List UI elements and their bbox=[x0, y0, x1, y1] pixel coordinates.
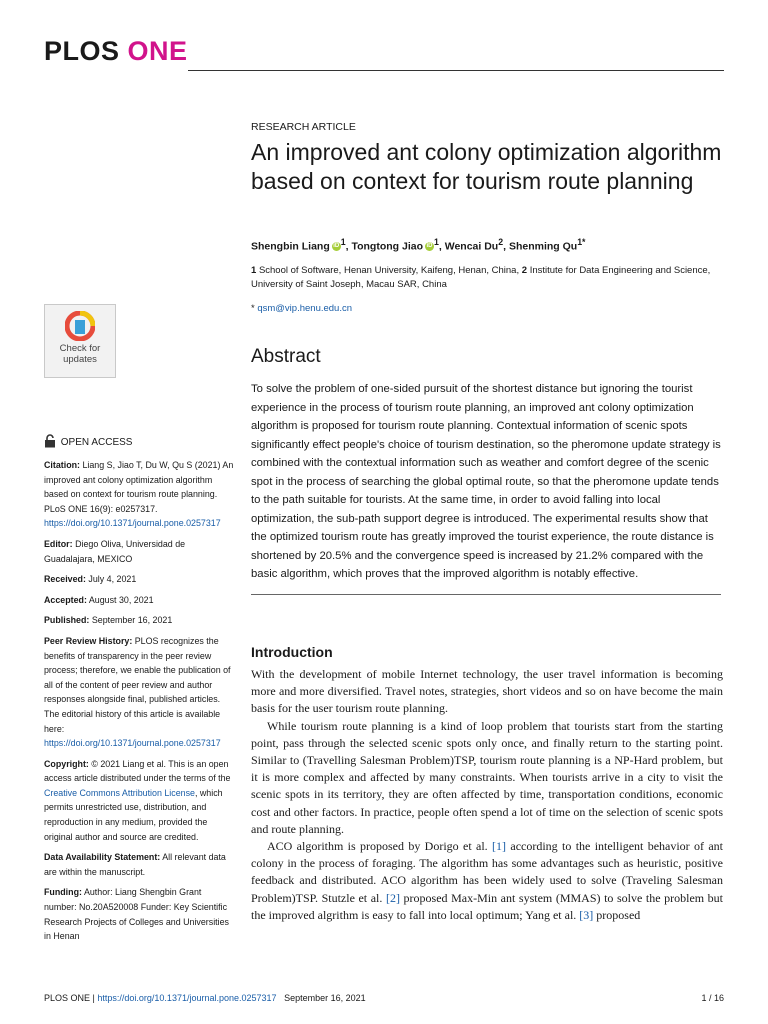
corresponding-star: * bbox=[251, 303, 255, 314]
published-date: September 16, 2021 bbox=[91, 615, 173, 626]
editor-label: Editor: bbox=[44, 538, 73, 549]
abstract-heading: Abstract bbox=[251, 346, 321, 367]
intro-text: according to the intelligent behavior of ant colony in the process of foraging. The algorithm has some advantages such as heuristic, positive feedback and distributed. ACO algorithm has been widely used to solve (Traveling Salesman Problem)TSP. Stutzle et al. bbox=[251, 839, 724, 905]
peer-review-label: Peer Review History: bbox=[44, 635, 133, 646]
author-affil-sup: 1 bbox=[340, 237, 346, 247]
open-lock-icon bbox=[44, 437, 61, 448]
peer-review-text: PLOS recognizes the benefits of transparency in the peer review process; therefore, we enable the publication of all of the content of peer review and author responses alongside final, published articles. The editorial history of this article is available here: bbox=[44, 635, 231, 734]
open-access-label bbox=[44, 434, 132, 448]
author-list: Shengbin Liang iD $^1$, Tongtong Jiao iD $^1$, Wencai Du$^2$, Shenming $Qu^{1*}$ bbox=[251, 237, 586, 253]
footer-journal: PLOS ONE bbox=[44, 993, 91, 1003]
license-link[interactable]: Creative Commons Attribution License bbox=[44, 787, 195, 798]
funding-block bbox=[44, 885, 236, 943]
author-affil-sup: 1* bbox=[577, 237, 586, 247]
article-type: RESEARCH ARTICLE bbox=[251, 121, 356, 133]
introduction-body bbox=[251, 666, 723, 924]
intro-paragraph: While tourism route planning is a kind of loop problem that tourists start from the starting point, pass through the selected scenic spots only once, and finally return to the starting point. Similar to (Travelling Salesman Problem)TSP, tourism route planning is a NP-Hard problem, but it is more complex and affected by many constraints. When tourists arrive in a city to visit the scenic spots in its territory, they are often affected by time, transportation conditions, economic cost and other factors. In practice, people often spend a lot of time on the selection of scenic spots and route planning. bbox=[251, 718, 723, 836]
abstract-text: To solve the problem of one-sided pursuit of the shortest distance but ignoring the tourist experience in the process of tourism route planning, an improved ant colony optimization algorithm is proposed for tourism route planning. Contextual information of scenic spots significantly effect people's choice of tourism destination, so the pheromone update strategy is combined with the contextual information such as weather and comfort degree of the scenic spot in the process of searching the global optimal route, so that the pheromone update tends to the path suitable for tourists. At the same time, in order to avoid falling into local optimization, the sub-path support degree is introduced. The experimental results show that the optimized tourism route has greatly improved the tourist experience, the route distance is shortened by 20.5% and the convergence speed is increased by 21.2% compared with the basic algorithm, which proves that the improved algorithm is notably effective. bbox=[251, 383, 721, 580]
citation-doi-link[interactable]: https://doi.org/10.1371/journal.pone.0257317 bbox=[44, 518, 221, 529]
check-for-updates-badge[interactable] bbox=[44, 304, 116, 378]
introduction-heading: Introduction bbox=[251, 644, 333, 660]
article-title: An improved ant colony optimization algorithm based on context for tourism route planning bbox=[251, 139, 722, 194]
footer-doi-link[interactable]: https://doi.org/10.1371/journal.pone.0257317 bbox=[97, 993, 277, 1003]
copyright-text: , which permits unrestricted use, distribution, and reproduction in any medium, provided the original author and source are credited. bbox=[44, 787, 223, 842]
affiliation-number: 1 bbox=[251, 265, 257, 276]
logo-one: ONE bbox=[127, 36, 188, 66]
funding-text: Author: Liang Shengbin Grant number: No.20A520008 Funder: Key Scientific Research Projects of Colleges and Universities in Henan bbox=[44, 887, 229, 942]
affiliation-text: School of Software, Henan University, Kaifeng, Henan, China, bbox=[258, 265, 520, 276]
copyright-block bbox=[44, 757, 236, 845]
check-label-line2: updates bbox=[63, 354, 97, 365]
intro-text: ACO algorithm is proposed by Dorigo et al. bbox=[267, 839, 488, 854]
funding-label: Funding: bbox=[44, 887, 82, 898]
accepted-label: Accepted: bbox=[44, 594, 87, 605]
intro-text: proposed bbox=[596, 907, 641, 922]
corresponding-author bbox=[251, 303, 352, 314]
published-label: Published: bbox=[44, 615, 90, 626]
copyright-text: © 2021 Liang et al. This is an open access article distributed under the terms of the bbox=[44, 758, 231, 784]
reference-link[interactable]: [2] bbox=[385, 890, 400, 905]
author-name[interactable]: Wencai Du bbox=[444, 240, 499, 253]
journal-logo bbox=[44, 36, 188, 67]
data-availability-label: Data Availability Statement: bbox=[44, 852, 161, 863]
data-availability-text: All relevant data are within the manuscript. bbox=[44, 852, 226, 877]
data-availability-block bbox=[44, 850, 236, 879]
open-access-text: OPEN ACCESS bbox=[60, 437, 133, 448]
crossmark-icon bbox=[65, 311, 95, 341]
author-affil-sup: 1 bbox=[434, 237, 439, 247]
abstract-divider bbox=[251, 594, 721, 595]
author-name[interactable]: Tongtong Jiao bbox=[351, 240, 424, 253]
check-label-line1: Check for bbox=[59, 343, 101, 354]
page-footer bbox=[44, 993, 724, 1003]
corresponding-email-link[interactable]: qsm@vip.henu.edu.cn bbox=[257, 303, 353, 314]
editor-text: Diego Oliva, Universidad de Guadalajara, MEXICO bbox=[44, 538, 186, 564]
footer-separator: | bbox=[92, 993, 95, 1003]
accepted-date: August 30, 2021 bbox=[88, 594, 154, 605]
citation-block bbox=[44, 458, 236, 531]
author-name[interactable]: Shenming Qu bbox=[508, 240, 578, 253]
logo-plos: PLOS bbox=[44, 36, 120, 66]
published-block bbox=[44, 613, 236, 628]
page-number: 1 / 16 bbox=[701, 993, 724, 1003]
citation-label: Citation: bbox=[44, 460, 80, 470]
reference-link[interactable]: [1] bbox=[492, 839, 507, 854]
article-metadata-sidebar bbox=[44, 458, 236, 950]
orcid-icon[interactable]: iD bbox=[426, 243, 433, 250]
editor-block bbox=[44, 537, 236, 566]
affiliations bbox=[251, 264, 731, 292]
intro-paragraph: With the development of mobile Internet technology, the user travel information is becoming more and more diversified. Travel notes, strategies, short videos and so on have become the main basis for the user tourism route planning. bbox=[251, 667, 723, 716]
intro-paragraph bbox=[251, 838, 723, 924]
header-rule bbox=[188, 70, 724, 71]
citation-text: Liang S, Jiao T, Du W, Qu S (2021) An improved ant colony optimization algorithm based on context for tourism route planning. PLoS ONE 16(9): e0257317. bbox=[44, 460, 234, 514]
received-date: July 4, 2021 bbox=[88, 574, 137, 585]
reference-link[interactable]: [3] bbox=[579, 907, 594, 922]
author-affil-sup: 2 bbox=[498, 237, 504, 247]
copyright-label: Copyright: bbox=[44, 758, 89, 769]
affiliation-text: Institute for Data Engineering and Science, University of Saint Joseph, Macau SAR, China bbox=[251, 265, 711, 290]
intro-text: proposed Max-Min ant system (MMAS) to solve the problem but the improved algrithm is easy to fall into local optimum; Yang et al. bbox=[251, 890, 724, 922]
orcid-icon[interactable]: iD bbox=[333, 243, 340, 250]
affiliation-number: 2 bbox=[521, 265, 528, 276]
accepted-block bbox=[44, 593, 236, 608]
footer-date: September 16, 2021 bbox=[284, 993, 366, 1003]
author-name[interactable]: Shengbin Liang bbox=[251, 240, 330, 253]
peer-review-link[interactable]: https://doi.org/10.1371/journal.pone.0257317 bbox=[44, 738, 221, 749]
received-label: Received: bbox=[44, 574, 86, 585]
received-block bbox=[44, 572, 236, 587]
peer-review-block bbox=[44, 634, 236, 751]
